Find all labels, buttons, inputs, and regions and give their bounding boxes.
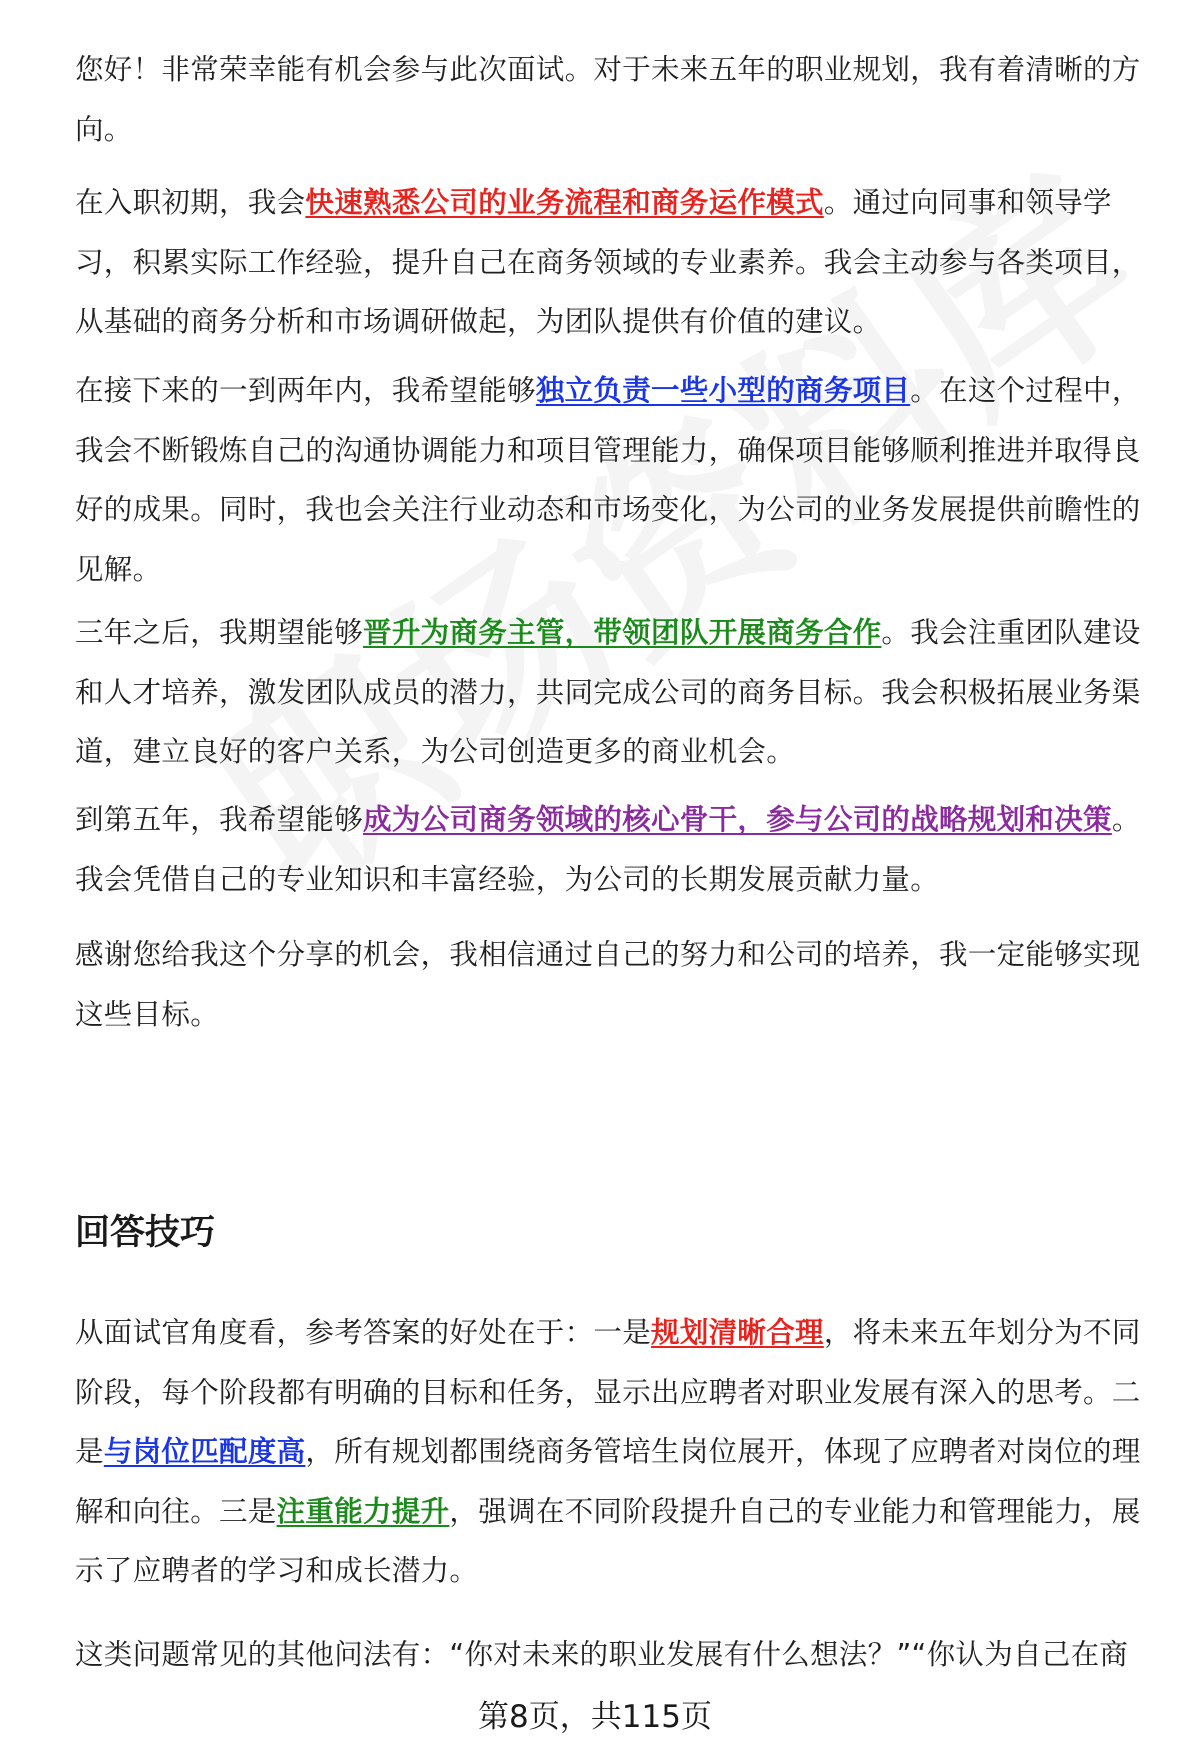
paragraph-one-two-years: 在接下来的一到两年内，我希望能够独立负责一些小型的商务项目。在这个过程中，我会不断锻炼自己的沟通协调能力和项目管理能力，确保项目能够顺利推进并取得良好的成果。同时，我也会关注行业动态和市场变化，为公司的业务发展提供前瞻性的见解。 [75, 374, 1141, 586]
paragraph-answer-tips: 从面试官角度看，参考答案的好处在于：一是规划清晰合理，将未来五年划分为不同阶段，每个阶段都有明确的目标和任务，显示出应聘者对职业发展有深入的思考。二是与岗位匹配度高，所有规划都围绕商务管培生岗位展开，体现了应聘者对岗位的理解和向往。三是注重能力提升，强调在不同阶段提升自己的专业能力和管理能力，展示了应聘者的学习和成长潜力。 [75, 1316, 1141, 1587]
highlight-red-tip: 规划清晰合理 [651, 1316, 824, 1349]
highlight-green-tip: 注重能力提升 [276, 1494, 450, 1528]
paragraph-thanks: 感谢您给我这个分享的机会，我相信通过自己的努力和公司的培养，我一定能够实现这些目标。 [75, 938, 1141, 1031]
highlight-blue-tip: 与岗位匹配度高 [103, 1435, 306, 1468]
paragraph-fifth-year: 到第五年，我希望能够成为公司商务领域的核心骨干，参与公司的战略规划和决策。我会凭借自己的专业知识和丰富经验，为公司的长期发展贡献力量。 [75, 803, 1141, 896]
section-heading: 回答技巧 [75, 1213, 216, 1253]
paragraph-three-years: 三年之后，我期望能够晋升为商务主管，带领团队开展商务合作。我会注重团队建设和人才培养，激发团队成员的潜力，共同完成公司的商务目标。我会积极拓展业务渠道，建立良好的客户关系，为公司创造更多的商业机会。 [75, 616, 1141, 768]
paragraph-greeting: 您好！非常荣幸能有机会参与此次面试。对于未来五年的职业规划，我有着清晰的方向。 [75, 53, 1141, 146]
page-number: 第8页，共115页 [478, 1699, 712, 1735]
paragraph-other-questions: 这类问题常见的其他问法有：“你对未来的职业发展有什么想法？”“你认为自己在商 [75, 1638, 1129, 1671]
highlight-green: 晋升为商务主管，带领团队开展商务合作 [363, 616, 882, 649]
highlight-red: 快速熟悉公司的业务流程和商务运作模式 [305, 186, 824, 219]
highlight-blue: 独立负责一些小型的商务项目 [535, 374, 911, 407]
paragraph-initial-stage: 在入职初期，我会快速熟悉公司的业务流程和商务运作模式。通过向同事和领导学习，积累实际工作经验，提升自己在商务领域的专业素养。我会主动参与各类项目，从基础的商务分析和市场调研做起，为团队提供有价值的建议。 [75, 186, 1141, 338]
highlight-purple: 成为公司商务领域的核心骨干，参与公司的战略规划和决策 [363, 803, 1112, 836]
